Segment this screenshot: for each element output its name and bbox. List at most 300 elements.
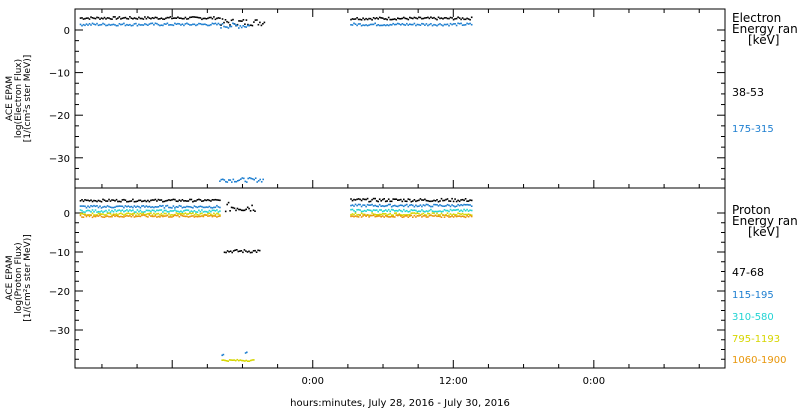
data-point	[122, 24, 124, 26]
y-axis-label: ACE EPAM	[5, 75, 15, 122]
data-point	[179, 199, 181, 201]
data-point	[89, 214, 91, 216]
data-point	[86, 23, 88, 25]
data-point	[131, 25, 133, 27]
data-point	[96, 211, 98, 213]
data-point	[436, 25, 438, 27]
data-point	[134, 211, 136, 213]
data-point	[356, 214, 358, 216]
data-point	[189, 212, 191, 214]
data-point	[435, 18, 437, 20]
data-point	[188, 216, 190, 218]
data-point	[167, 17, 169, 19]
data-point	[179, 211, 181, 213]
data-point	[405, 205, 407, 207]
data-point	[415, 17, 417, 19]
data-point	[391, 206, 393, 208]
data-point	[186, 206, 188, 208]
data-point	[248, 25, 250, 27]
data-point	[162, 211, 164, 213]
data-point	[215, 199, 217, 201]
data-point	[81, 199, 83, 201]
data-point	[382, 205, 384, 207]
data-point	[167, 215, 169, 217]
data-point	[469, 204, 471, 206]
data-point	[385, 18, 387, 20]
data-point	[368, 216, 370, 218]
data-point	[414, 215, 416, 217]
data-point	[246, 360, 248, 362]
data-point	[430, 16, 432, 18]
data-point	[165, 205, 167, 207]
data-point	[402, 205, 404, 207]
data-point	[361, 216, 363, 218]
data-point	[385, 209, 387, 211]
data-point	[399, 214, 401, 216]
data-point	[158, 199, 160, 201]
data-point	[471, 216, 473, 218]
data-point	[162, 201, 164, 203]
data-point	[191, 24, 193, 26]
data-point	[104, 199, 106, 201]
data-point	[223, 354, 225, 356]
data-point	[240, 178, 242, 180]
data-point	[128, 210, 130, 212]
data-point	[195, 213, 197, 215]
data-point	[432, 200, 434, 202]
data-point	[158, 213, 160, 215]
data-point	[438, 211, 440, 213]
data-point	[171, 18, 173, 20]
y-axis-label: log(Electron Flux)	[14, 58, 24, 139]
data-point	[140, 18, 142, 20]
data-point	[98, 17, 100, 19]
data-point	[144, 16, 146, 18]
data-point	[438, 24, 440, 26]
data-point	[152, 216, 154, 218]
data-point	[207, 207, 209, 209]
data-point	[107, 17, 109, 19]
data-point	[362, 211, 364, 213]
data-point	[101, 207, 103, 209]
data-point	[358, 214, 360, 216]
data-point	[206, 200, 208, 202]
data-point	[156, 17, 158, 19]
data-point	[117, 206, 119, 208]
data-point	[126, 206, 128, 208]
data-point	[113, 24, 115, 26]
data-point	[240, 25, 242, 27]
data-point	[230, 359, 232, 361]
data-point	[400, 210, 402, 212]
data-point	[420, 211, 422, 213]
data-point	[377, 18, 379, 20]
data-point	[171, 24, 173, 26]
data-point	[197, 17, 199, 19]
data-point	[460, 214, 462, 216]
data-point	[131, 210, 133, 212]
data-point	[409, 215, 411, 217]
data-point	[436, 213, 438, 215]
data-point	[195, 216, 197, 218]
data-point	[423, 215, 425, 217]
data-point	[379, 17, 381, 19]
data-point	[465, 19, 467, 21]
data-point	[253, 21, 255, 23]
data-point	[221, 359, 223, 361]
data-point	[95, 18, 97, 20]
y-axis-label: [1/(cm²s ster MeV)]	[23, 54, 33, 143]
data-point	[122, 199, 124, 201]
data-point	[206, 214, 208, 216]
data-point	[113, 207, 115, 209]
data-point	[423, 18, 425, 20]
data-point	[95, 214, 97, 216]
data-point	[386, 19, 388, 21]
data-point	[231, 26, 233, 28]
data-point	[162, 205, 164, 207]
data-point	[209, 213, 211, 215]
data-point	[424, 211, 426, 213]
data-point	[129, 215, 131, 217]
data-point	[174, 214, 176, 216]
data-point	[167, 23, 169, 25]
data-point	[201, 209, 203, 211]
data-point	[412, 205, 414, 207]
data-point	[131, 216, 133, 218]
data-point	[450, 213, 452, 215]
data-point	[174, 207, 176, 209]
data-point	[125, 205, 127, 207]
data-point	[352, 204, 354, 206]
data-point	[462, 213, 464, 215]
data-point	[155, 211, 157, 213]
data-point	[149, 213, 151, 215]
data-point	[361, 25, 363, 27]
data-point	[153, 210, 155, 212]
data-point	[185, 17, 187, 19]
data-point	[355, 212, 357, 214]
data-point	[468, 210, 470, 212]
data-point	[87, 17, 89, 19]
data-point	[453, 23, 455, 25]
data-point	[414, 199, 416, 201]
data-point	[264, 22, 266, 24]
data-point	[207, 199, 209, 201]
data-point	[377, 211, 379, 213]
data-point	[435, 24, 437, 26]
data-point	[415, 216, 417, 218]
data-point	[165, 23, 167, 25]
data-point	[132, 213, 134, 215]
data-point	[125, 210, 127, 212]
data-point	[159, 216, 161, 218]
data-point	[101, 210, 103, 212]
data-point	[120, 212, 122, 214]
data-point	[259, 250, 261, 252]
data-point	[359, 214, 361, 216]
data-point	[80, 215, 82, 217]
data-point	[156, 200, 158, 202]
data-point	[402, 211, 404, 213]
data-point	[396, 24, 398, 26]
y-axis-label: log(Proton Flux)	[14, 242, 24, 314]
data-point	[92, 217, 94, 219]
data-point	[134, 213, 136, 215]
data-point	[168, 24, 170, 26]
data-point	[128, 201, 130, 203]
data-point	[179, 17, 181, 19]
data-point	[435, 204, 437, 206]
data-point	[123, 216, 125, 218]
data-point	[198, 214, 200, 216]
data-point	[441, 205, 443, 207]
data-point	[134, 216, 136, 218]
data-point	[427, 211, 429, 213]
data-point	[226, 360, 228, 362]
data-point	[147, 200, 149, 202]
data-point	[365, 206, 367, 208]
data-point	[153, 199, 155, 201]
data-point	[463, 24, 465, 26]
data-point	[155, 214, 157, 216]
data-point	[380, 200, 382, 202]
data-point	[191, 213, 193, 215]
data-point	[207, 211, 209, 213]
data-point	[448, 25, 450, 27]
data-point	[383, 210, 385, 212]
data-point	[183, 200, 185, 202]
data-point	[392, 198, 394, 200]
data-point	[380, 205, 382, 207]
data-point	[147, 24, 149, 26]
data-point	[192, 207, 194, 209]
data-point	[459, 17, 461, 19]
data-point	[87, 205, 89, 207]
data-point	[417, 18, 419, 20]
data-point	[448, 215, 450, 217]
data-point	[353, 216, 355, 218]
data-point	[159, 18, 161, 20]
data-point	[189, 24, 191, 26]
y-tick-label: 0	[63, 209, 70, 220]
data-point	[135, 23, 137, 25]
data-point	[138, 17, 140, 19]
data-point	[441, 216, 443, 218]
data-point	[195, 25, 197, 27]
data-point	[243, 210, 245, 212]
data-point	[144, 23, 146, 25]
data-point	[204, 211, 206, 213]
data-point	[433, 215, 435, 217]
data-point	[210, 211, 212, 213]
data-point	[156, 210, 158, 212]
data-point	[262, 179, 264, 181]
data-point	[246, 181, 248, 183]
data-point	[219, 200, 221, 202]
data-point	[180, 24, 182, 26]
data-point	[120, 24, 122, 26]
data-point	[204, 23, 206, 25]
data-point	[376, 200, 378, 202]
data-point	[409, 214, 411, 216]
data-point	[362, 17, 364, 19]
data-point	[98, 215, 100, 217]
data-point	[256, 19, 258, 21]
data-point	[186, 209, 188, 211]
data-point	[137, 216, 139, 218]
data-point	[200, 213, 202, 215]
data-point	[89, 18, 91, 20]
data-point	[185, 200, 187, 202]
data-point	[104, 214, 106, 216]
data-point	[365, 215, 367, 217]
data-point	[111, 210, 113, 212]
data-point	[201, 215, 203, 217]
data-point	[252, 359, 254, 361]
data-point	[396, 19, 398, 21]
data-point	[239, 179, 241, 181]
data-point	[423, 213, 425, 215]
data-point	[137, 209, 139, 211]
data-point	[453, 201, 455, 203]
data-point	[468, 204, 470, 206]
data-point	[439, 210, 441, 212]
data-point	[107, 215, 109, 217]
data-point	[152, 209, 154, 211]
data-point	[185, 216, 187, 218]
data-point	[215, 207, 217, 209]
data-point	[364, 19, 366, 21]
data-point	[350, 24, 352, 26]
data-point	[368, 215, 370, 217]
data-point	[388, 17, 390, 19]
data-point	[471, 200, 473, 202]
data-point	[420, 198, 422, 200]
data-point	[421, 216, 423, 218]
data-point	[233, 250, 235, 252]
data-point	[244, 249, 246, 251]
data-point	[223, 22, 225, 24]
data-point	[397, 199, 399, 201]
data-point	[180, 205, 182, 207]
data-point	[394, 205, 396, 207]
data-point	[99, 205, 101, 207]
data-point	[111, 215, 113, 217]
data-point	[105, 210, 107, 212]
data-point	[229, 359, 231, 361]
data-point	[400, 199, 402, 201]
data-point	[405, 200, 407, 202]
data-point	[397, 17, 399, 19]
data-point	[228, 179, 230, 181]
data-point	[87, 214, 89, 216]
data-point	[146, 205, 148, 207]
data-point	[234, 181, 236, 183]
data-point	[382, 213, 384, 215]
data-point	[465, 24, 467, 26]
data-point	[188, 23, 190, 25]
data-point	[405, 18, 407, 20]
data-point	[153, 24, 155, 26]
data-point	[182, 207, 184, 209]
data-point	[237, 359, 239, 361]
data-point	[161, 213, 163, 215]
data-point	[120, 201, 122, 203]
data-point	[241, 360, 243, 362]
data-point	[371, 19, 373, 21]
data-point	[117, 25, 119, 27]
data-point	[424, 24, 426, 26]
data-point	[438, 215, 440, 217]
data-point	[197, 207, 199, 209]
data-point	[373, 215, 375, 217]
data-point	[386, 200, 388, 202]
data-point	[209, 17, 211, 19]
data-point	[92, 206, 94, 208]
data-point	[241, 27, 243, 29]
data-point	[388, 25, 390, 27]
y-tick-label: −20	[48, 287, 70, 298]
data-point	[219, 207, 221, 209]
data-point	[399, 209, 401, 211]
data-point	[405, 215, 407, 217]
data-point	[228, 251, 230, 253]
data-point	[93, 216, 95, 218]
data-point	[105, 200, 107, 202]
data-point	[400, 215, 402, 217]
data-point	[392, 214, 394, 216]
data-point	[377, 215, 379, 217]
data-point	[463, 216, 465, 218]
data-point	[444, 24, 446, 26]
data-point	[409, 23, 411, 25]
data-point	[377, 24, 379, 26]
data-point	[358, 198, 360, 200]
data-point	[243, 19, 245, 21]
data-point	[355, 204, 357, 206]
data-point	[98, 211, 100, 213]
data-point	[447, 215, 449, 217]
data-point	[391, 214, 393, 216]
data-point	[439, 216, 441, 218]
data-point	[432, 25, 434, 27]
data-point	[374, 214, 376, 216]
data-point	[229, 26, 231, 28]
data-point	[454, 215, 456, 217]
data-point	[465, 214, 467, 216]
data-point	[203, 18, 205, 20]
legend-title: Energy ran	[732, 214, 798, 228]
data-point	[110, 216, 112, 218]
data-point	[460, 216, 462, 218]
data-point	[394, 216, 396, 218]
data-point	[367, 209, 369, 211]
data-point	[223, 359, 225, 361]
data-point	[442, 205, 444, 207]
data-point	[358, 23, 360, 25]
data-point	[197, 24, 199, 26]
data-point	[207, 215, 209, 217]
data-point	[132, 215, 134, 217]
data-point	[389, 204, 391, 206]
data-point	[456, 214, 458, 216]
data-point	[231, 20, 233, 22]
data-point	[213, 23, 215, 25]
data-point	[374, 205, 376, 207]
data-point	[253, 209, 255, 211]
data-point	[117, 216, 119, 218]
